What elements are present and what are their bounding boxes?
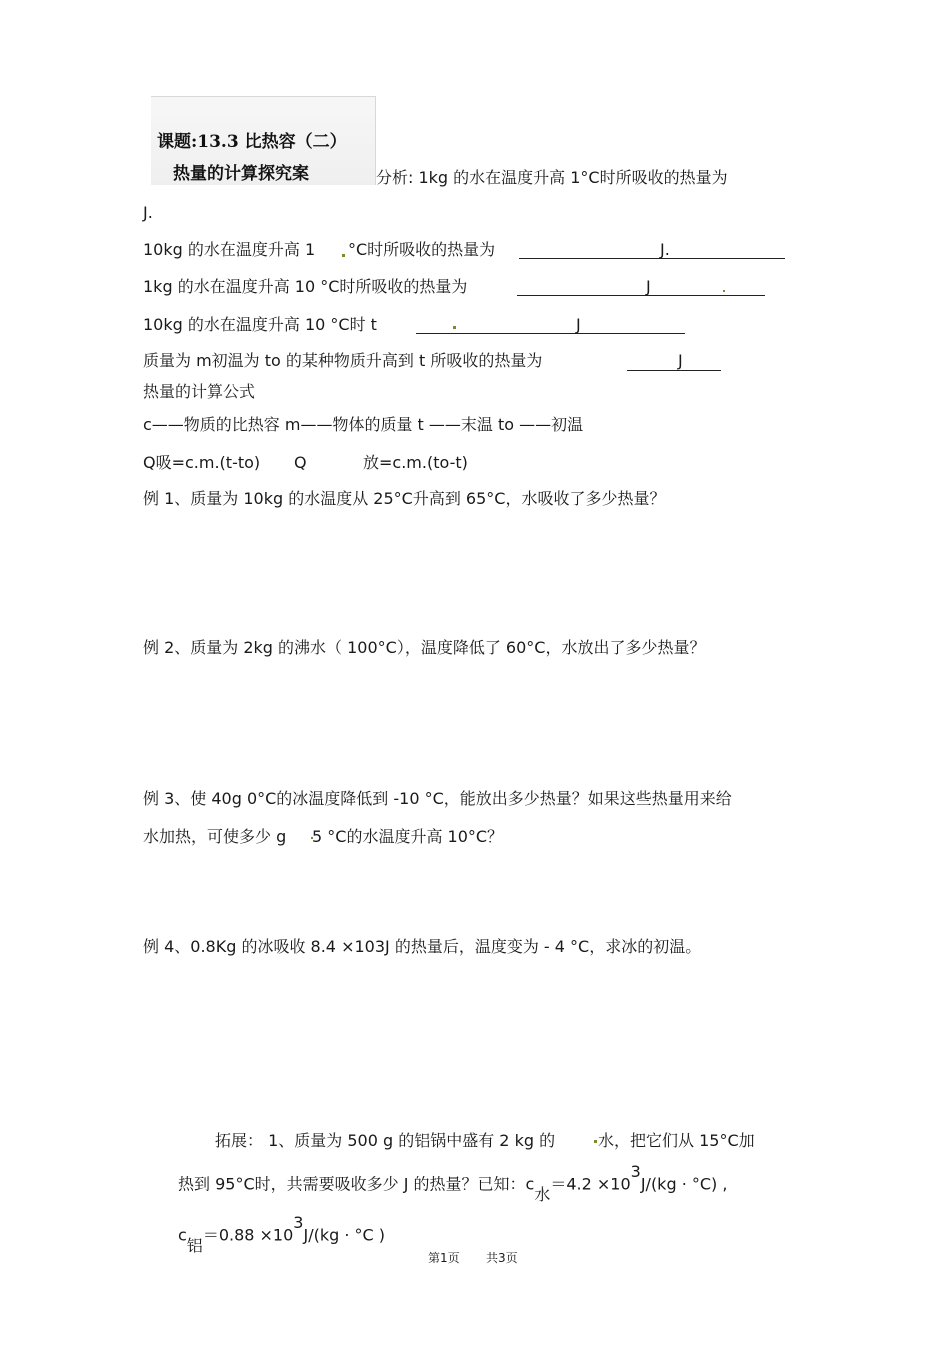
subscript-aluminum: 铝 bbox=[186, 1235, 203, 1255]
analysis-line-5-unit: J bbox=[678, 351, 683, 370]
analysis-line-2-b: °C时所吸收的热量为 bbox=[348, 240, 496, 259]
exponent: 3 bbox=[293, 1213, 304, 1232]
example-2: 例 2、质量为 2kg 的沸水（ 100°C），温度降低了 60°C，水放出了多少热量？ bbox=[143, 638, 706, 657]
example-1: 例 1、质量为 10kg 的水温度从 25°C升高到 65°C，水吸收了多少热量？ bbox=[143, 489, 666, 508]
tick-mark bbox=[723, 290, 725, 292]
formula-absorb: Q吸=c.m.(t-to) bbox=[143, 453, 261, 472]
example-3-line-2-b: 5 °C的水温度升高 10°C？ bbox=[312, 827, 504, 846]
analysis-line-1-cont: J. bbox=[143, 203, 153, 222]
analysis-line-2-a: 10kg 的水在温度升高 1 bbox=[143, 240, 316, 259]
extension-line-1-b: 水，把它们从 15°C加 bbox=[598, 1131, 755, 1150]
page-number: 第1页 bbox=[428, 1251, 460, 1265]
lesson-title-image bbox=[151, 96, 376, 185]
tick-mark bbox=[453, 326, 456, 329]
extension-line-2-value: ＝4.2 ×10 bbox=[550, 1174, 631, 1194]
answer-blank-5 bbox=[627, 370, 721, 371]
tick-mark bbox=[342, 254, 345, 257]
extension-line-3-unit: J/(kg · °C ) bbox=[303, 1225, 386, 1245]
formula-release: 放=c.m.(to-t) bbox=[363, 453, 468, 472]
answer-blank-2 bbox=[519, 258, 785, 259]
extension-line-1-a: 拓展： 1、质量为 500 g 的铝锅中盛有 2 kg 的 bbox=[215, 1131, 556, 1150]
example-3-line-2-a: 水加热，可使多少 g bbox=[143, 827, 287, 846]
formula-q: Q bbox=[294, 453, 307, 472]
analysis-line-1: 分析: 1kg 的水在温度升高 1°C时所吸收的热量为 bbox=[376, 168, 728, 187]
exponent: 3 bbox=[630, 1162, 641, 1181]
answer-blank-3 bbox=[517, 295, 765, 296]
extension-line-3-text: c bbox=[178, 1225, 187, 1245]
extension-line-2-unit: J/(kg · °C) , bbox=[640, 1174, 728, 1194]
extension-line-3 bbox=[178, 1213, 386, 1255]
page-total: 共3页 bbox=[486, 1251, 518, 1265]
analysis-line-2-unit: J. bbox=[660, 240, 670, 259]
analysis-line-4-unit: J bbox=[576, 315, 581, 334]
tick-mark bbox=[594, 1140, 597, 1143]
answer-blank-4 bbox=[416, 333, 685, 334]
example-4: 例 4、0.8Kg 的冰吸收 8.4 ×103J 的热量后，温度变为 - 4 °C，求冰的初温。 bbox=[143, 937, 702, 956]
lesson-subtitle: 热量的计算探究案 bbox=[173, 164, 309, 184]
lesson-title: 课题:13.3 比热容（二） bbox=[157, 132, 347, 152]
analysis-line-5: 质量为 m初温为 to 的某种物质升高到 t 所吸收的热量为 bbox=[143, 351, 543, 370]
analysis-line-4: 10kg 的水在温度升高 10 °C时 t bbox=[143, 315, 377, 334]
subscript-water: 水 bbox=[534, 1184, 551, 1204]
extension-line-3-value: ＝0.88 ×10 bbox=[202, 1225, 294, 1245]
example-3-line-1: 例 3、使 40g 0°C的冰温度降低到 -10 °C，能放出多少热量？如果这些热量用来给 bbox=[143, 789, 732, 808]
formula-symbols: c——物质的比热容 m——物体的质量 t ——末温 to ——初温 bbox=[143, 415, 584, 434]
extension-line-2 bbox=[178, 1162, 728, 1204]
analysis-line-3: 1kg 的水在温度升高 10 °C时所吸收的热量为 bbox=[143, 277, 468, 296]
formula-heading: 热量的计算公式 bbox=[143, 382, 256, 401]
extension-line-2-text: 热到 95°C时，共需要吸收多少 J 的热量？已知：c bbox=[178, 1174, 535, 1194]
analysis-line-3-unit: J bbox=[646, 277, 651, 296]
